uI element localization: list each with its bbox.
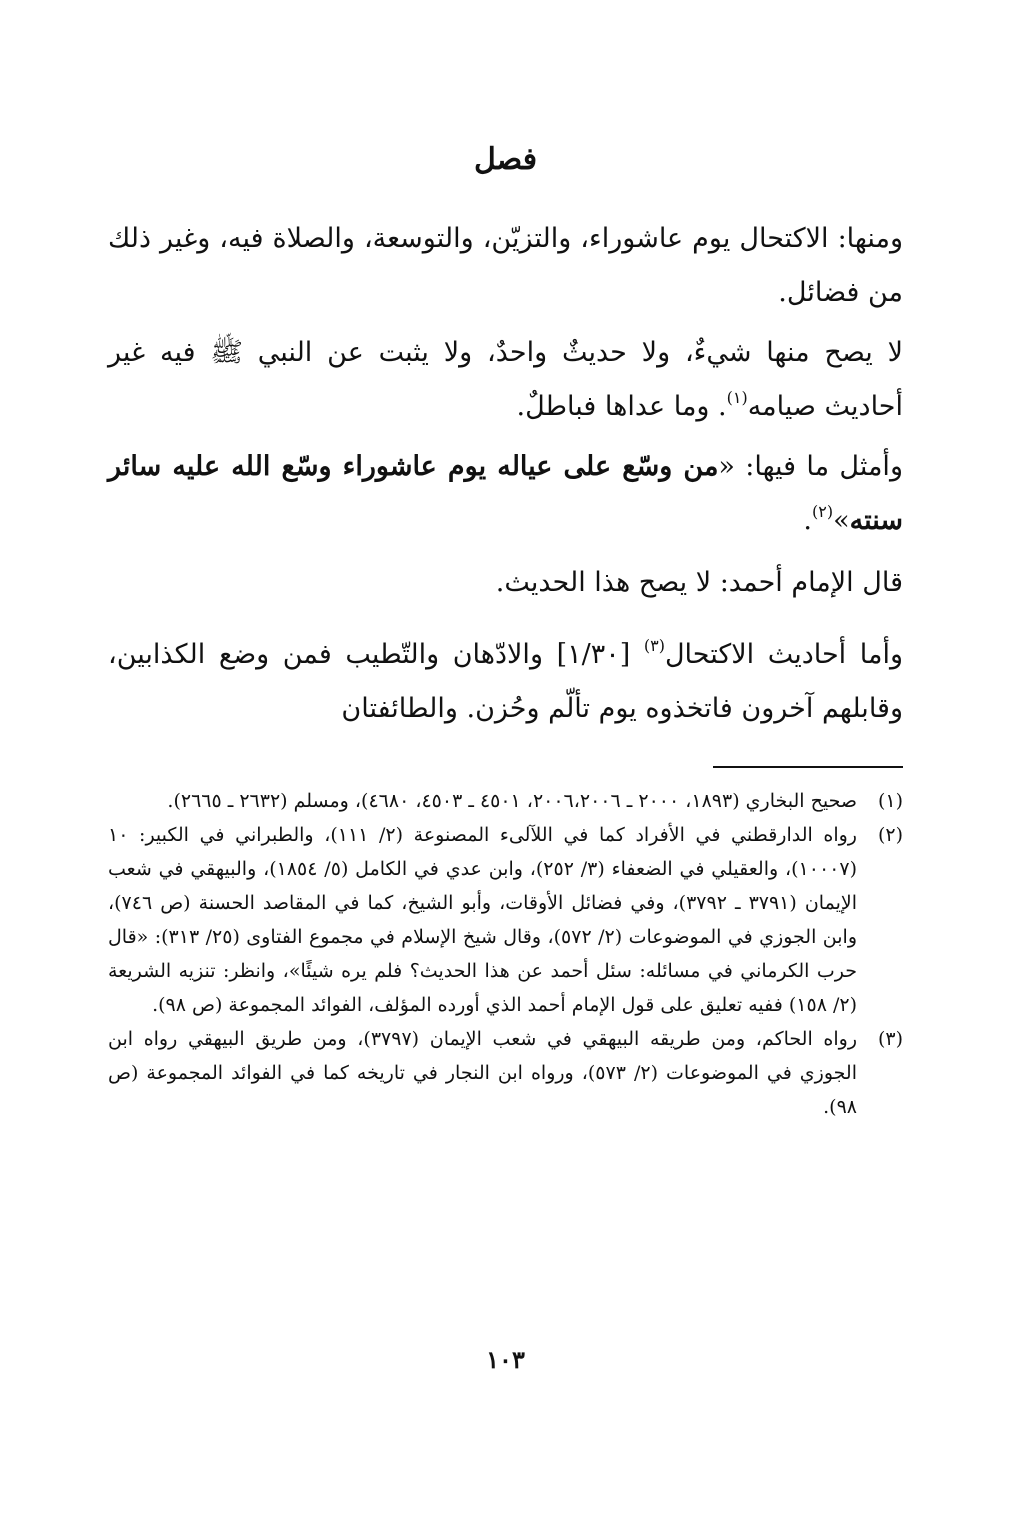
page-number: ١٠٣: [486, 1345, 525, 1374]
paragraph-3-text-b: »: [833, 505, 850, 536]
book-page: [108, 0, 903, 1526]
footnote-text: رواه الحاكم، ومن طريقه البيهقي في شعب الإيمان (٣٧٩٧)، ومن طريق البيهقي رواه ابن الجوزي في الموضوعات (٢/ ٥٧٣)، ورواه ابن النجار في تاريخه كما في الفوائد المجموعة (ص ٩٨).: [108, 1028, 858, 1118]
footnote-ref-3: (٣): [643, 636, 665, 655]
paragraph-3-text-a: وأمثل ما فيها: «: [718, 451, 903, 482]
paragraph-3-hadith: من وسّع على عياله يوم عاشوراء وسّع الله عليه سائر سنته: [108, 451, 903, 536]
section-title: فصل: [473, 142, 538, 177]
footnote-ref-2: (٢): [811, 502, 834, 521]
footnote-divider: [713, 766, 903, 768]
paragraph-2: [108, 326, 903, 434]
footnote-number: (٢): [877, 824, 903, 846]
paragraph-5-text-a: وأما أحاديث الاكتحال: [664, 639, 903, 670]
paragraph-3: [108, 440, 903, 548]
footnote-text: صحيح البخاري (١٨٩٣، ٢٠٠٠ ـ ٢٠٠٦،٢٠٠٦، ٤٥٠١ ـ ٤٥٠٣، ٤٦٨٠)، ومسلم (٢٦٣٢ ـ ٢٦٦٥).: [167, 790, 857, 812]
paragraph-3-text-c: .: [803, 505, 812, 536]
footnotes: [108, 784, 903, 1124]
paragraph-5: [108, 628, 903, 736]
footnote-3: [108, 1022, 903, 1124]
paragraph-5-text-b: [١/٣٠] والادّهان والتّطيب فمن وضع الكذابين، وقابلهم آخرون فاتخذوه يوم تألّم وحُزن. والطائفتان: [108, 639, 903, 724]
paragraph-2-text-b: . وما عداها فباطلٌ.: [516, 391, 727, 422]
footnote-1: [108, 784, 903, 818]
footnote-number: (٣): [877, 1028, 903, 1050]
paragraph-1: ومنها: الاكتحال يوم عاشوراء، والتزيّن، والتوسعة، والصلاة فيه، وغير ذلك من فضائل.: [108, 223, 903, 308]
paragraph-4: قال الإمام أحمد: لا يصح هذا الحديث.: [495, 567, 903, 598]
footnote-number: (١): [877, 790, 903, 812]
footnote-2: [108, 818, 903, 1022]
paragraph-2-text-a: لا يصح منها شيءٌ، ولا حديثٌ واحدٌ، ولا يثبت عن النبي ﷺ فيه غير أحاديث صيامه: [108, 337, 903, 422]
footnote-text: رواه الدارقطني في الأفراد كما في اللآلىء المصنوعة (٢/ ١١١)، والطبراني في الكبير: ١٠ (١٠٠٠٧)، والعقيلي في الضعفاء (٣/ ٢٥٢)، وابن عدي في الكامل (٥/ ١٨٥٤)، والبيهقي في شعب الإيمان (٣٧٩١ ـ ٣٧٩٢)، وفي فضائل الأوقات، وأبو الشيخ، كما في المقاصد الحسنة (ص ٧٤٦)، وابن الجوزي في الموضوعات (٢/ ٥٧٢)، وقال شيخ الإسلام في مجموع الفتاوى (٢٥/ ٣١٣): «قال حرب الكرماني في مسائله: سئل أحمد عن هذا الحديث؟ فلم يره شيئًا»، وانظر: تنزيه الشريعة (٢/ ١٥٨) ففيه تعليق على قول الإمام أحمد الذي أورده المؤلف، الفوائد المجموعة (ص ٩٨).: [108, 824, 858, 1016]
footnote-ref-1: (١): [726, 388, 748, 407]
